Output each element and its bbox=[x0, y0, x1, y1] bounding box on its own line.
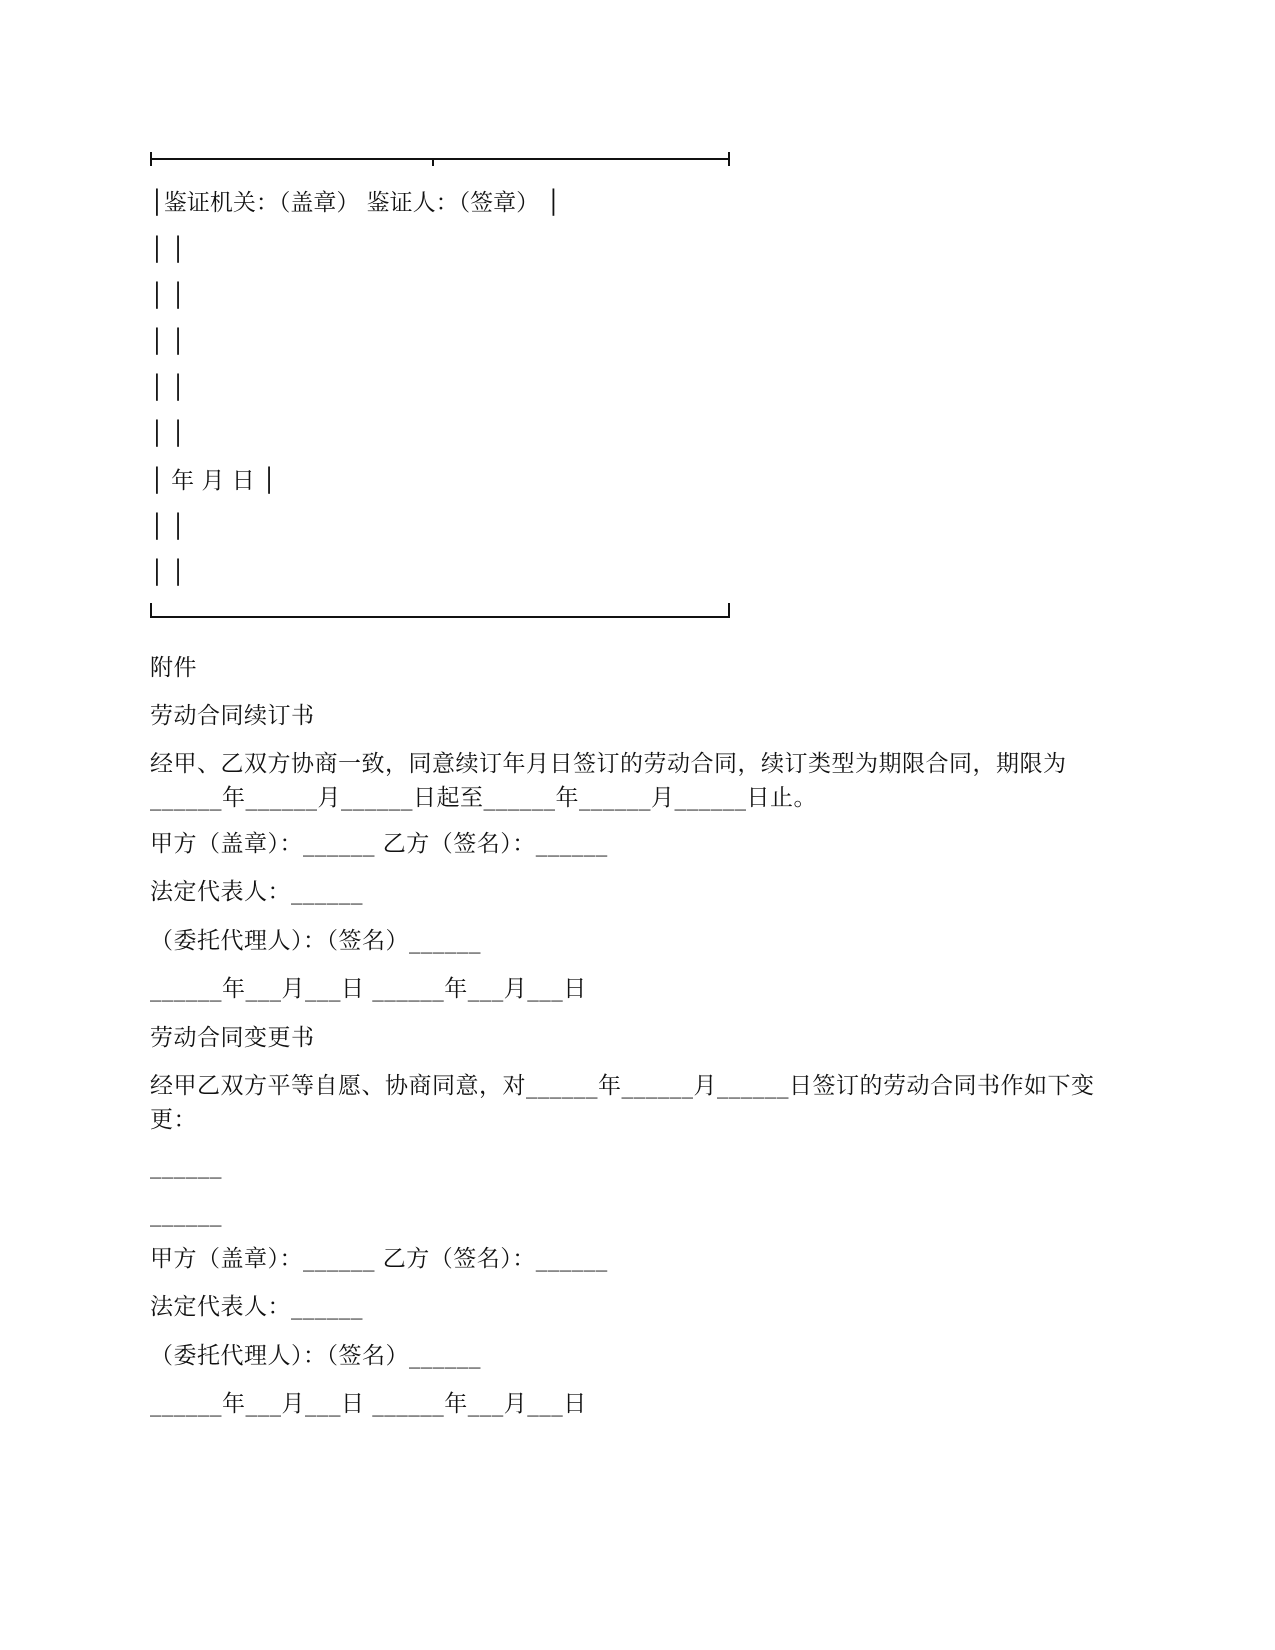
change-date-line: ______年___月___日 ______年___月___日 bbox=[150, 1391, 587, 1417]
box-bottom-right-corner bbox=[728, 603, 730, 618]
renewal-party-line: 甲方（盖章）：______ 乙方（签名）：______ bbox=[150, 831, 608, 857]
box-empty-row: │ │ bbox=[150, 514, 186, 540]
renewal-legal-rep: 法定代表人：______ bbox=[150, 879, 363, 905]
box-empty-row: │ │ bbox=[150, 237, 186, 263]
box-empty-row: │ │ bbox=[150, 421, 186, 447]
change-blank-1: ______ bbox=[150, 1153, 222, 1179]
box-date-row: │ 年 月 日 │ bbox=[150, 468, 276, 494]
box-top-right-tick bbox=[728, 152, 730, 166]
change-title: 劳动合同变更书 bbox=[150, 1025, 315, 1051]
change-body: 经甲乙双方平等自愿、协商同意，对______年______月______日签订的劳动合同书作如下变更： bbox=[150, 1073, 1095, 1133]
renewal-body: 经甲、乙双方协商一致，同意续订年月日签订的劳动合同，续订类型为期限合同，期限为______年______月______日起至______年______月______日止。 bbox=[150, 751, 1067, 811]
box-empty-row: │ │ bbox=[150, 375, 186, 401]
change-agent: （委托代理人）：（签名）______ bbox=[150, 1343, 481, 1369]
box-top-mid-tick bbox=[432, 158, 434, 166]
attachment-label: 附件 bbox=[150, 655, 197, 681]
renewal-date-line: ______年___月___日 ______年___月___日 bbox=[150, 976, 587, 1002]
change-party-line: 甲方（盖章）：______ 乙方（签名）：______ bbox=[150, 1246, 608, 1272]
change-legal-rep: 法定代表人：______ bbox=[150, 1294, 363, 1320]
renewal-agent: （委托代理人）：（签名）______ bbox=[150, 928, 481, 954]
change-blank-2: ______ bbox=[150, 1201, 222, 1227]
box-row-verification: │鉴证机关：（盖章） 鉴证人：（签章） │ bbox=[150, 190, 561, 216]
box-empty-row: │ │ bbox=[150, 329, 186, 355]
box-empty-row: │ │ bbox=[150, 560, 186, 586]
box-empty-row: │ │ bbox=[150, 283, 186, 309]
renewal-title: 劳动合同续订书 bbox=[150, 703, 315, 729]
